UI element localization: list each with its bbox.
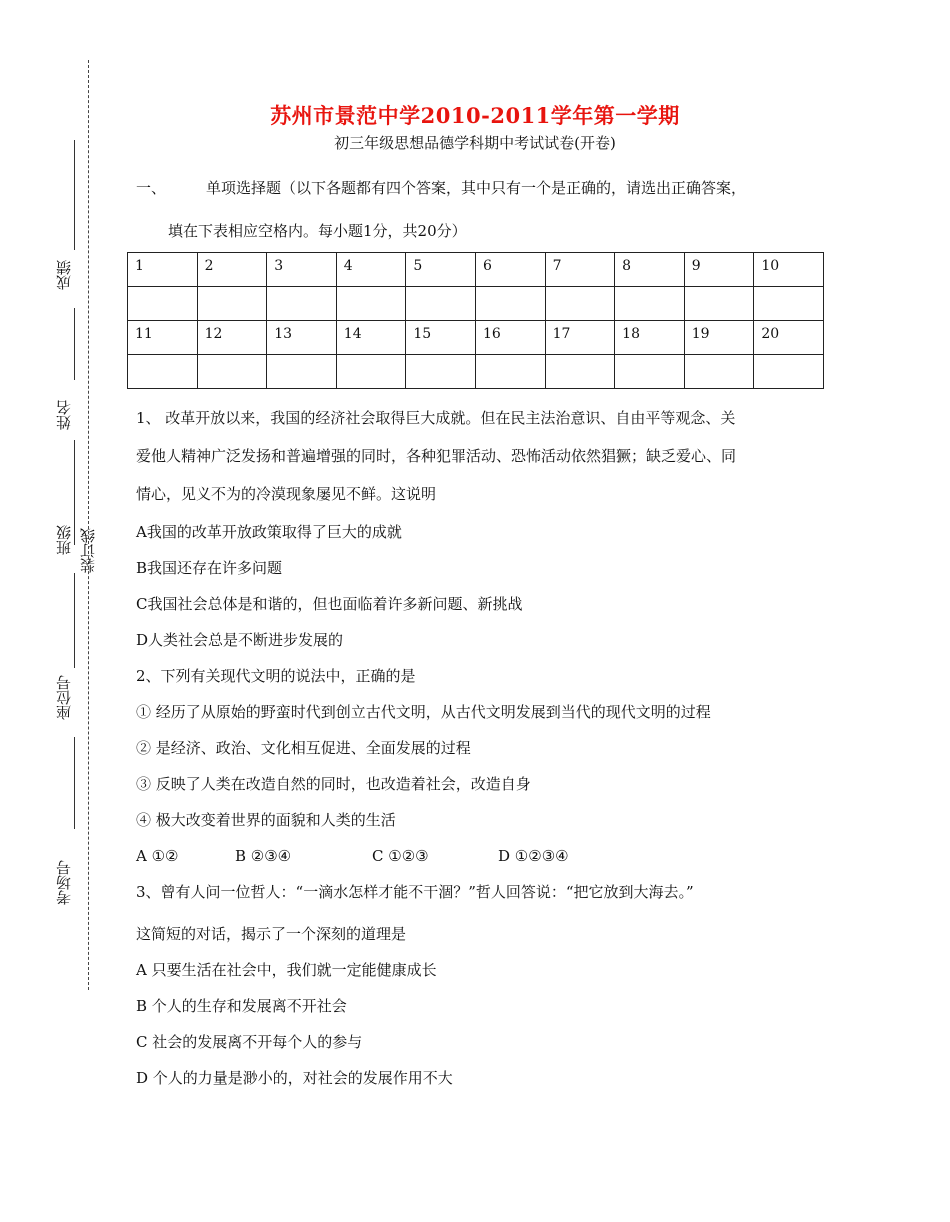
q2-statement-1: ① 经历了从原始的野蛮时代到创立古代文明，从古代文明发展到当代的现代文明的过程 xyxy=(136,703,711,721)
exam-subtitle: 初三年级思想品德学科期中考试试卷(开卷) xyxy=(334,134,616,152)
answer-cell[interactable] xyxy=(267,355,337,389)
q-number-cell: 16 xyxy=(475,321,545,355)
answer-cell[interactable] xyxy=(684,287,754,321)
q-number-cell: 10 xyxy=(754,253,824,287)
q-number-cell: 4 xyxy=(336,253,406,287)
q2-option-a: A ①② xyxy=(136,847,179,865)
q-number-cell: 20 xyxy=(754,321,824,355)
field-score-underline-lower xyxy=(74,308,75,380)
q1-option-a: A我国的改革开放政策取得了巨大的成就 xyxy=(136,523,402,541)
binding-dashed-line xyxy=(88,60,89,990)
section-instructions: 单项选择题（以下各题都有四个答案，其中只有一个是正确的，请选出正确答案， xyxy=(206,179,747,197)
q-number-cell: 1 xyxy=(128,253,198,287)
answer-table-answer-row xyxy=(128,355,824,389)
q2-stem: 2、下列有关现代文明的说法中，正确的是 xyxy=(136,667,416,685)
q2-option-c: C ①②③ xyxy=(372,847,429,865)
answer-cell[interactable] xyxy=(336,287,406,321)
answer-cell[interactable] xyxy=(754,355,824,389)
q1-option-c: C我国社会总体是和谐的，但也面临着许多新问题、新挑战 xyxy=(136,595,523,613)
section-heading xyxy=(136,178,826,198)
q-number-cell: 8 xyxy=(615,253,685,287)
q1-stem-line3: 情心，见义不为的冷漠现象屡见不鲜。这说明 xyxy=(136,485,437,503)
q1-stem-line2: 爱他人精神广泛发扬和普遍增强的同时，各种犯罪活动、恐怖活动依然猖獗；缺乏爱心、同 xyxy=(136,447,737,465)
answer-cell[interactable] xyxy=(684,355,754,389)
q2-statement-2: ② 是经济、政治、文化相互促进、全面发展的过程 xyxy=(136,739,471,757)
answer-cell[interactable] xyxy=(475,287,545,321)
answer-cell[interactable] xyxy=(615,355,685,389)
answer-cell[interactable] xyxy=(545,355,615,389)
q-number-cell: 3 xyxy=(267,253,337,287)
q1-option-d: D人类社会总是不断进步发展的 xyxy=(136,631,344,649)
q2-statement-3: ③ 反映了人类在改造自然的同时，也改造着社会，改造自身 xyxy=(136,775,531,793)
answer-cell[interactable] xyxy=(754,287,824,321)
q2-option-d: D ①②③④ xyxy=(498,847,569,865)
answer-cell[interactable] xyxy=(128,287,198,321)
q3-option-b: B 个人的生存和发展离不开社会 xyxy=(136,997,347,1015)
q-number-cell: 17 xyxy=(545,321,615,355)
answer-table-answer-row xyxy=(128,287,824,321)
q3-stem-line1: 3、曾有人问一位哲人：“一滴水怎样才能不干涸？”哲人回答说：“把它放到大海去。” xyxy=(136,883,694,901)
q-number-cell: 6 xyxy=(475,253,545,287)
field-seat-underline[interactable] xyxy=(74,737,75,829)
answer-cell[interactable] xyxy=(336,355,406,389)
answer-cell[interactable] xyxy=(197,355,267,389)
field-class-label: 班级 xyxy=(55,525,73,555)
exam-title: 苏州市景范中学2010-2011学年第一学期 xyxy=(270,103,680,128)
q-number-cell: 2 xyxy=(197,253,267,287)
field-class-underline[interactable] xyxy=(74,573,75,668)
q2-statement-4: ④ 极大改变着世界的面貌和人类的生活 xyxy=(136,811,396,829)
q2-option-b: B ②③④ xyxy=(235,847,292,865)
answer-cell[interactable] xyxy=(406,287,476,321)
q-number-cell: 14 xyxy=(336,321,406,355)
answer-cell[interactable] xyxy=(128,355,198,389)
q-number-cell: 18 xyxy=(615,321,685,355)
q-number-cell: 15 xyxy=(406,321,476,355)
field-exam-room-label: 考场号 xyxy=(55,860,73,905)
answer-cell[interactable] xyxy=(615,287,685,321)
q3-stem-line2: 这简短的对话，揭示了一个深刻的道理是 xyxy=(136,925,407,943)
q-number-cell: 12 xyxy=(197,321,267,355)
binding-line-label: 装订线 xyxy=(79,528,97,573)
q-number-cell: 13 xyxy=(267,321,337,355)
q1-option-b: B我国还存在许多问题 xyxy=(136,559,283,577)
field-score-label: 成绩 xyxy=(55,260,73,290)
answer-cell[interactable] xyxy=(545,287,615,321)
q-number-cell: 11 xyxy=(128,321,198,355)
q3-option-d: D 个人的力量是渺小的，对社会的发展作用不大 xyxy=(136,1069,453,1087)
answer-table xyxy=(127,252,824,389)
q-number-cell: 5 xyxy=(406,253,476,287)
section-number: 一、 xyxy=(136,179,167,197)
field-seat-label: 座位号 xyxy=(55,675,73,720)
answer-table-number-row xyxy=(128,253,824,287)
answer-cell[interactable] xyxy=(475,355,545,389)
answer-cell[interactable] xyxy=(406,355,476,389)
answer-table-number-row xyxy=(128,321,824,355)
q3-option-a: A 只要生活在社会中，我们就一定能健康成长 xyxy=(136,961,437,979)
answer-cell[interactable] xyxy=(197,287,267,321)
q-number-cell: 19 xyxy=(684,321,754,355)
q-number-cell: 9 xyxy=(684,253,754,287)
field-score-underline[interactable] xyxy=(74,140,75,250)
answer-cell[interactable] xyxy=(267,287,337,321)
q-number-cell: 7 xyxy=(545,253,615,287)
binding-margin xyxy=(0,60,120,1000)
section-instructions-cont: 填在下表相应空格内。每小题1分，共20分） xyxy=(168,222,467,240)
q3-option-c: C 社会的发展离不开每个人的参与 xyxy=(136,1033,363,1051)
field-name-label: 姓名 xyxy=(55,400,73,430)
q1-stem-line1: 1、 改革开放以来，我国的经济社会取得巨大成就。但在民主法治意识、自由平等观念、关 xyxy=(136,409,736,427)
